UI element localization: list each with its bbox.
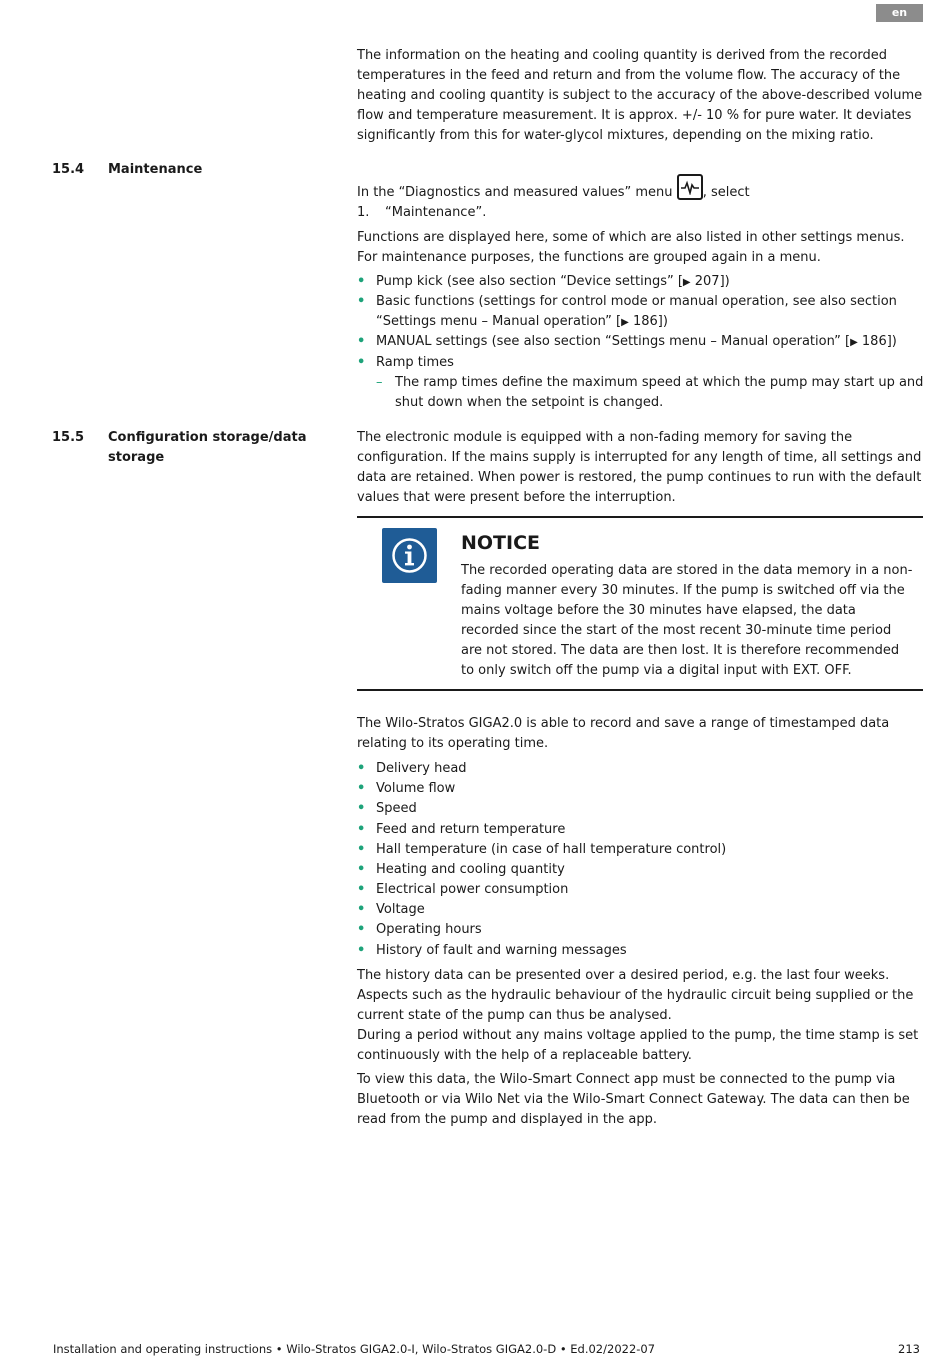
list-item-text-end: ]) xyxy=(719,274,730,289)
bullet-icon: • xyxy=(357,862,366,877)
info-icon xyxy=(382,528,437,583)
diagnostics-icon xyxy=(677,174,703,200)
list-item xyxy=(357,900,925,920)
list-item xyxy=(357,332,925,353)
list-item xyxy=(357,920,925,940)
bullet-icon: • xyxy=(357,274,366,289)
bullet-icon: • xyxy=(357,294,366,309)
notice-body: The recorded operating data are stored in the data memory in a non-fading manner every 30 minutes. If the pump is switched off via the mains voltage before the 30 minutes have elapsed, the data recorded since the start of the most recent 30-minute time period are not stored. The data are then lost. It is therefore recommended to only switch off the pump via a digital input with EXT. OFF. xyxy=(461,563,913,678)
notice-title: NOTICE xyxy=(461,532,541,554)
cross-reference-link[interactable]: 186 xyxy=(861,334,887,349)
bullet-icon: • xyxy=(357,922,366,937)
list-item-text: Delivery head xyxy=(376,761,467,776)
bullet-icon: • xyxy=(357,943,366,958)
config-paragraph: The electronic module is equipped with a non-fading memory for saving the configuration. If the mains supply is interrupted for any length of time, all settings and data are retained. When power is restored, the pump continues to run with the default values that were present before the interruption. xyxy=(357,430,922,505)
sub-list-item xyxy=(376,373,925,413)
cross-reference-link[interactable]: 207 xyxy=(694,274,720,289)
list-item-text-end: ]) xyxy=(657,314,668,329)
bullet-icon: • xyxy=(357,801,366,816)
list-item xyxy=(357,759,925,779)
language-tag: en xyxy=(876,4,923,22)
section-number: 15.5 xyxy=(52,430,85,445)
bullet-icon: • xyxy=(357,842,366,857)
footer-document-title: Installation and operating instructions • Wilo-Stratos GIGA2.0-I, Wilo-Stratos GIGA2.0-D • Ed.02/2022-07 xyxy=(53,1342,656,1356)
list-item-text: Volume flow xyxy=(376,781,456,796)
sub-list-item-text: The ramp times define the maximum speed at which the pump may start up and shut down when the setpoint is changed. xyxy=(395,375,924,410)
list-item xyxy=(357,820,925,840)
link-arrow-icon: ▶ xyxy=(621,317,629,328)
bullet-icon: • xyxy=(357,781,366,796)
maintenance-paragraph: Functions are displayed here, some of which are also listed in other settings menus. For maintenance purposes, the functions are grouped again in a menu. xyxy=(357,230,905,265)
page-number: 213 xyxy=(898,1342,920,1356)
bullet-icon: • xyxy=(357,355,366,370)
dash-icon: – xyxy=(376,375,383,390)
battery-paragraph: During a period without any mains voltage applied to the pump, the time stamp is set continuously with the help of a replaceable battery. xyxy=(357,1028,919,1063)
step-number: 1. xyxy=(357,205,370,220)
data-record-paragraph: The Wilo-Stratos GIGA2.0 is able to record and save a range of timestamped data relating to its operating time. xyxy=(357,716,890,751)
list-item-text-end: ]) xyxy=(886,334,897,349)
bullet-icon: • xyxy=(357,882,366,897)
link-arrow-icon: ▶ xyxy=(850,337,858,348)
section-title: Configuration storage/data storage xyxy=(108,430,307,465)
list-item xyxy=(357,880,925,900)
list-item-text: Pump kick (see also section “Device settings” [ xyxy=(376,274,683,289)
list-item xyxy=(357,292,925,333)
link-arrow-icon: ▶ xyxy=(682,277,691,288)
menu-instruction xyxy=(357,174,925,203)
bullet-icon: • xyxy=(357,761,366,776)
list-item xyxy=(357,353,925,373)
step-item xyxy=(357,203,486,223)
list-item-text: Operating hours xyxy=(376,922,482,937)
bullet-icon: • xyxy=(357,334,366,349)
list-item xyxy=(357,272,925,293)
intro-paragraph: The information on the heating and cooling quantity is derived from the recorded temperatures in the feed and return and from the volume flow. The accuracy of the heating and cooling quantity is subject to the accuracy of the above-described volume flow and temperature measurement. It is approx. +/- 10 % for pure water. It deviates significantly from this for water-glycol mixtures, depending on the mixing ratio. xyxy=(357,48,923,143)
list-item xyxy=(357,799,925,819)
list-item-text: Speed xyxy=(376,801,417,816)
section-number: 15.4 xyxy=(52,162,85,177)
menu-instruction-suffix: , select xyxy=(702,185,750,200)
cross-reference-link[interactable]: 186 xyxy=(632,314,658,329)
bullet-icon: • xyxy=(357,902,366,917)
app-paragraph: To view this data, the Wilo-Smart Connect app must be connected to the pump via Bluetooth or via Wilo Net via the Wilo-Smart Connect Gateway. The data can then be read from the pump and displayed in the app. xyxy=(357,1072,910,1127)
list-item xyxy=(357,779,925,799)
list-item-text: Hall temperature (in case of hall temperature control) xyxy=(376,842,727,857)
list-item-text: MANUAL settings (see also section “Settings menu – Manual operation” [ xyxy=(376,334,851,349)
list-item-text: Voltage xyxy=(376,902,425,917)
notice-top-divider xyxy=(357,516,923,518)
notice-bottom-divider xyxy=(357,689,923,691)
menu-instruction-text: In the “Diagnostics and measured values” menu xyxy=(357,185,673,200)
list-item-text: Feed and return temperature xyxy=(376,822,566,837)
section-title: Maintenance xyxy=(108,162,203,177)
list-item-text: Electrical power consumption xyxy=(376,882,569,897)
list-item-text: Ramp times xyxy=(376,355,454,370)
bullet-icon: • xyxy=(357,822,366,837)
step-text: “Maintenance”. xyxy=(385,205,487,220)
list-item-text: History of fault and warning messages xyxy=(376,943,627,958)
list-item xyxy=(357,840,925,860)
list-item xyxy=(357,941,925,961)
list-item-text: Basic functions (settings for control mode or manual operation, see also section “Settings menu – Manual operation” [ xyxy=(376,294,897,329)
list-item xyxy=(357,860,925,880)
list-item-text: Heating and cooling quantity xyxy=(376,862,565,877)
history-paragraph: The history data can be presented over a desired period, e.g. the last four weeks. Aspects such as the hydraulic behaviour of the hydraulic circuit being supplied or the current state of the pump can thus be analysed. xyxy=(357,968,914,1023)
